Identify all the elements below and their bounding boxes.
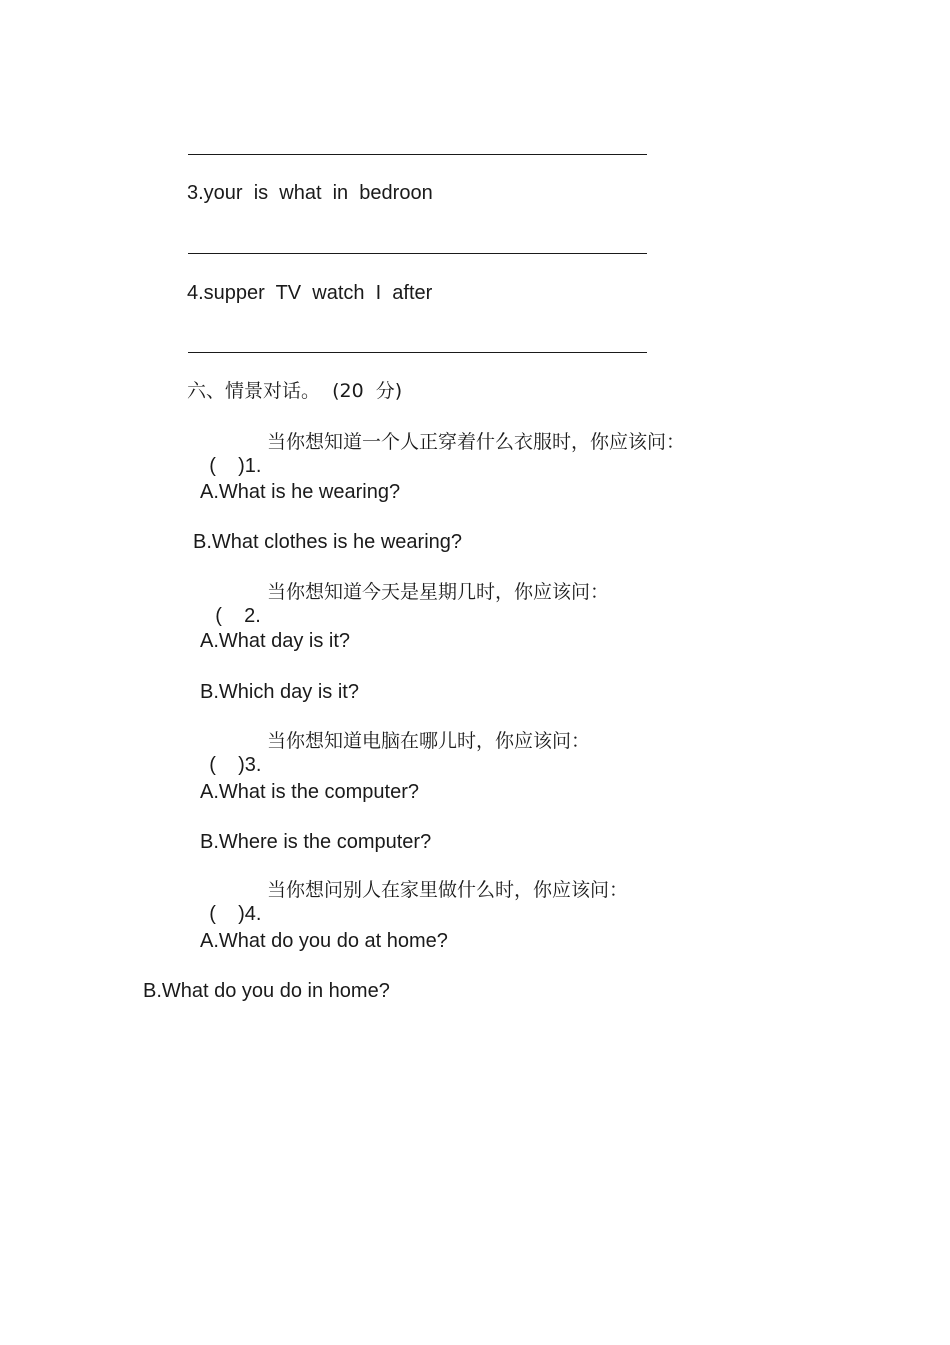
question-4 (187, 878, 747, 974)
question-3-option-a: A.What is the computer? (200, 781, 419, 803)
question-1-prompt: 当你想知道一个人正穿着什么衣服时，你应该问： (267, 431, 686, 453)
answer-line-3 (188, 253, 647, 254)
question-2-prompt: 当你想知道今天是星期几时，你应该问： (267, 581, 610, 603)
question-4-option-a: A.What do you do at home? (200, 930, 448, 952)
answer-line-4 (188, 352, 647, 353)
question-3-prompt: 当你想知道电脑在哪儿时，你应该问： (267, 730, 591, 752)
reorder-item-3: 3.your is what in bedroon (187, 182, 433, 204)
question-2 (193, 580, 753, 676)
question-1-number: ( )1. (209, 455, 262, 477)
question-3 (187, 729, 747, 825)
question-1 (187, 430, 747, 526)
answer-line-2 (188, 154, 647, 155)
question-3-number: ( )3. (209, 754, 262, 776)
question-4-prompt: 当你想问别人在家里做什么时，你应该问： (267, 879, 629, 901)
question-2-option-a: A.What day is it? (200, 630, 351, 652)
question-4-option-b: B.What do you do in home? (143, 980, 390, 1002)
question-4-number: ( )4. (209, 903, 262, 925)
section-heading-dialogue: 六、情景对话。 (20 分) (187, 380, 403, 402)
question-1-option-a: A.What is he wearing? (200, 481, 401, 503)
question-2-number: ( 2. (215, 605, 261, 627)
question-1-option-b: B.What clothes is he wearing? (193, 531, 463, 553)
question-3-option-b: B.Where is the computer? (200, 831, 432, 853)
reorder-item-4: 4.supper TV watch I after (187, 282, 433, 304)
question-2-option-b: B.Which day is it? (200, 681, 359, 703)
